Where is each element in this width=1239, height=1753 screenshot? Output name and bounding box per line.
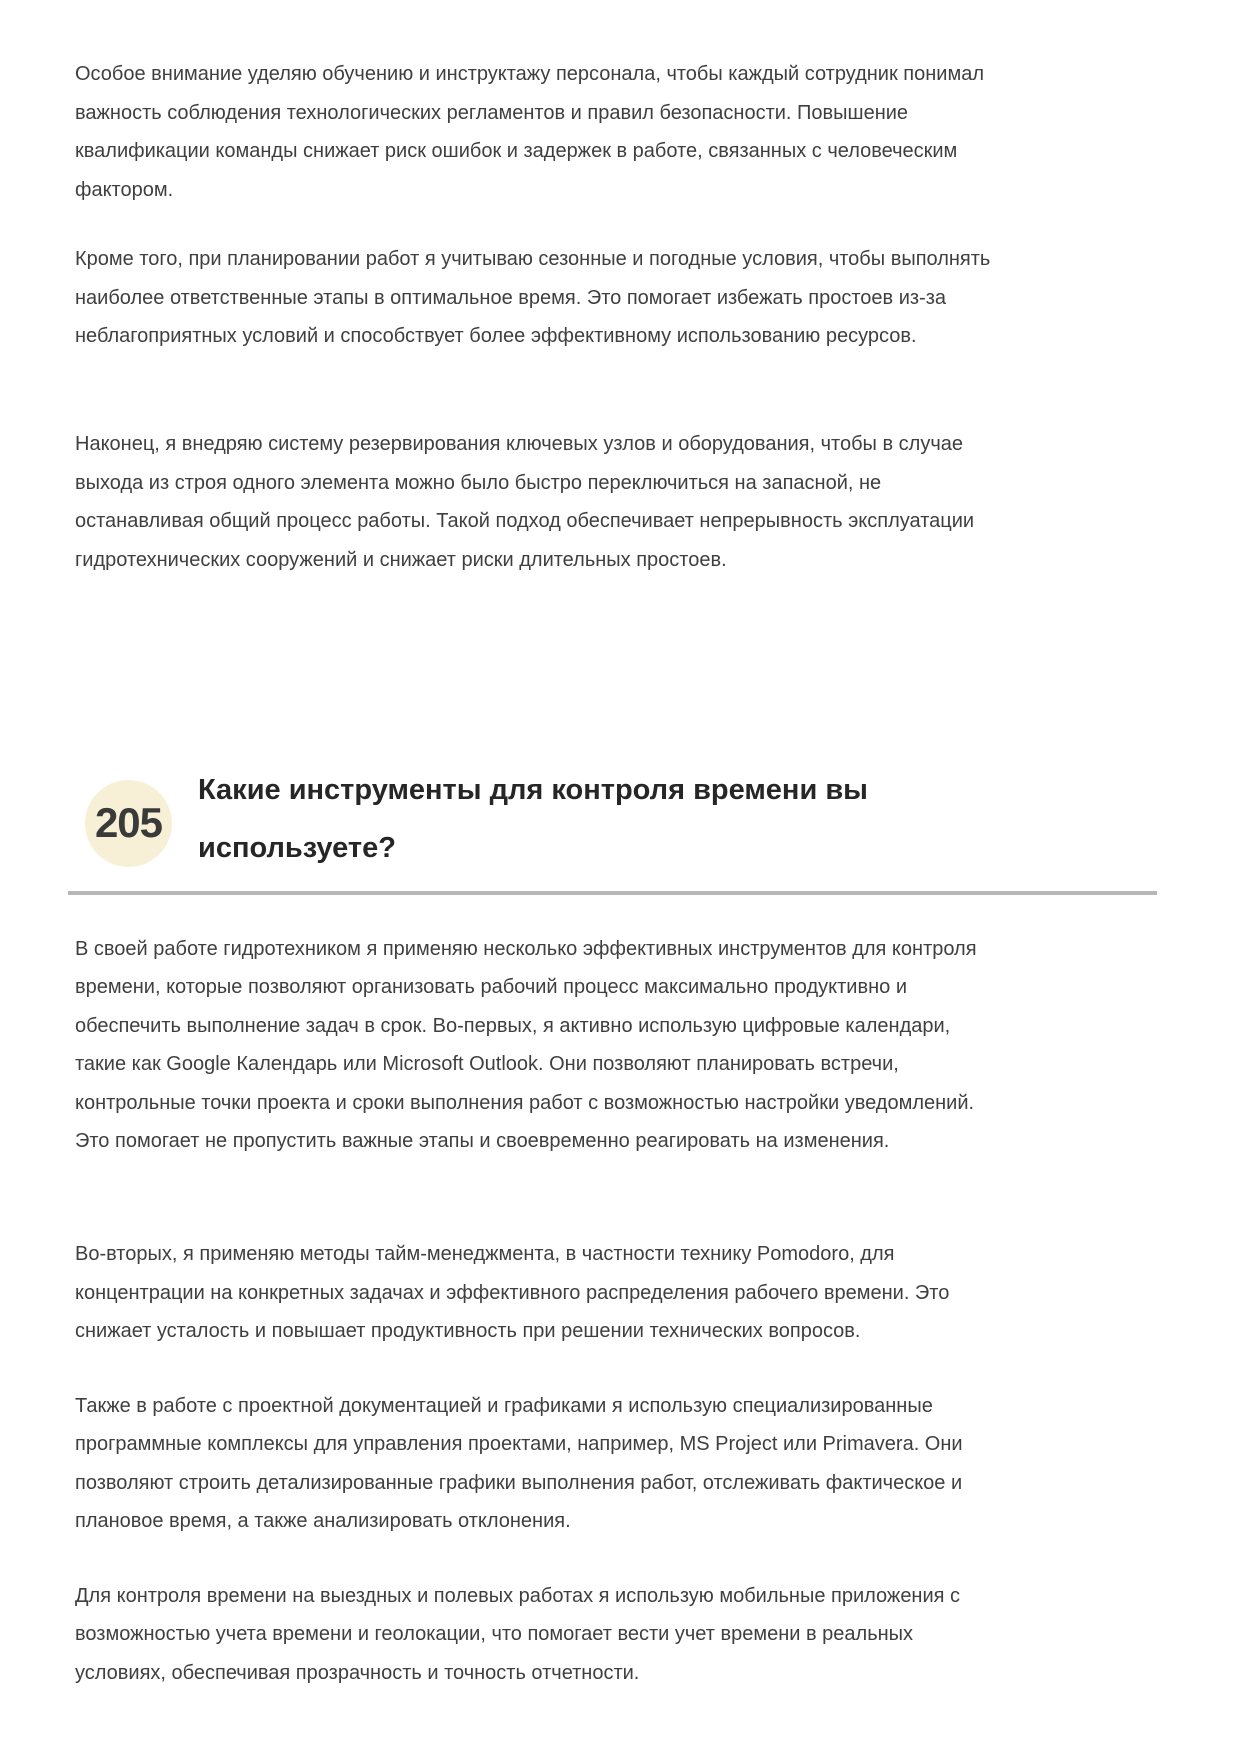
question-section (75, 761, 1239, 895)
question-number-badge (85, 780, 172, 867)
answer-section (75, 930, 1239, 1693)
answer-paragraph-4: Для контроля времени на выездных и полевых работах я использую мобильные приложения с возможностью учета времени и геолокации, что помогает вести учет времени в реальных условиях, обеспечивая прозрачность и точность отчетности. (75, 1584, 961, 1684)
intro-paragraph-3: Наконец, я внедряю систему резервирования ключевых узлов и оборудования, чтобы в случае выхода из строя одного элемента можно было быстро переключиться на запасной, не останавливая общий процесс работы. Такой подход обеспечивает непрерывность эксплуатации гидротехнических сооружений и снижает риски длительных простоев. (75, 433, 975, 571)
intro-paragraph-1: Особое внимание уделяю обучению и инструктажу персонала, чтобы каждый сотрудник понимал важность соблюдения технологических регламентов и правил безопасности. Повышение квалификации команды снижает риск ошибок и задержек в работе, связанных с человеческим фактором. (75, 63, 984, 201)
question-number: 205 (94, 799, 163, 846)
intro-section (75, 55, 1239, 618)
answer-paragraph-3: Также в работе с проектной документацией и графиками я использую специализированные программные комплексы для управления проектами, например, MS Project или Primavera. Они позволяют строить детализированные графики выполнения работ, отслеживать фактическое и плановое время, а также анализировать отклонения. (75, 1394, 963, 1532)
answer-paragraph-2: Во-вторых, я применяю методы тайм-менеджмента, в частности технику Pomodoro, для концентрации на конкретных задачах и эффективного распределения рабочего времени. Это снижает усталость и повышает продуктивность при решении технических вопросов. (75, 1243, 950, 1342)
question-header (75, 761, 1239, 877)
question-title: Какие инструменты для контроля времени вы используете? (198, 773, 868, 864)
answer-paragraph-1: В своей работе гидротехником я применяю несколько эффективных инструментов для контроля времени, которые позволяют организовать рабочий процесс максимально продуктивно и обеспечить выполнение задач в срок. Во-первых, я активно использую цифровые календари, такие как Google Календарь или Microsoft Outlook. Они позволяют планировать встречи, контрольные точки проекта и сроки выполнения работ с возможностью настройки уведомлений. Это помогает не пропустить важные этапы и своевременно реагировать на изменения. (75, 937, 977, 1152)
intro-paragraph-2: Кроме того, при планировании работ я учитываю сезонные и погодные условия, чтобы выполнять наиболее ответственные этапы в оптимальное время. Это помогает избежать простоев из-за неблагоприятных условий и способствует более эффективному использованию ресурсов. (75, 248, 991, 347)
section-divider (68, 891, 1157, 895)
